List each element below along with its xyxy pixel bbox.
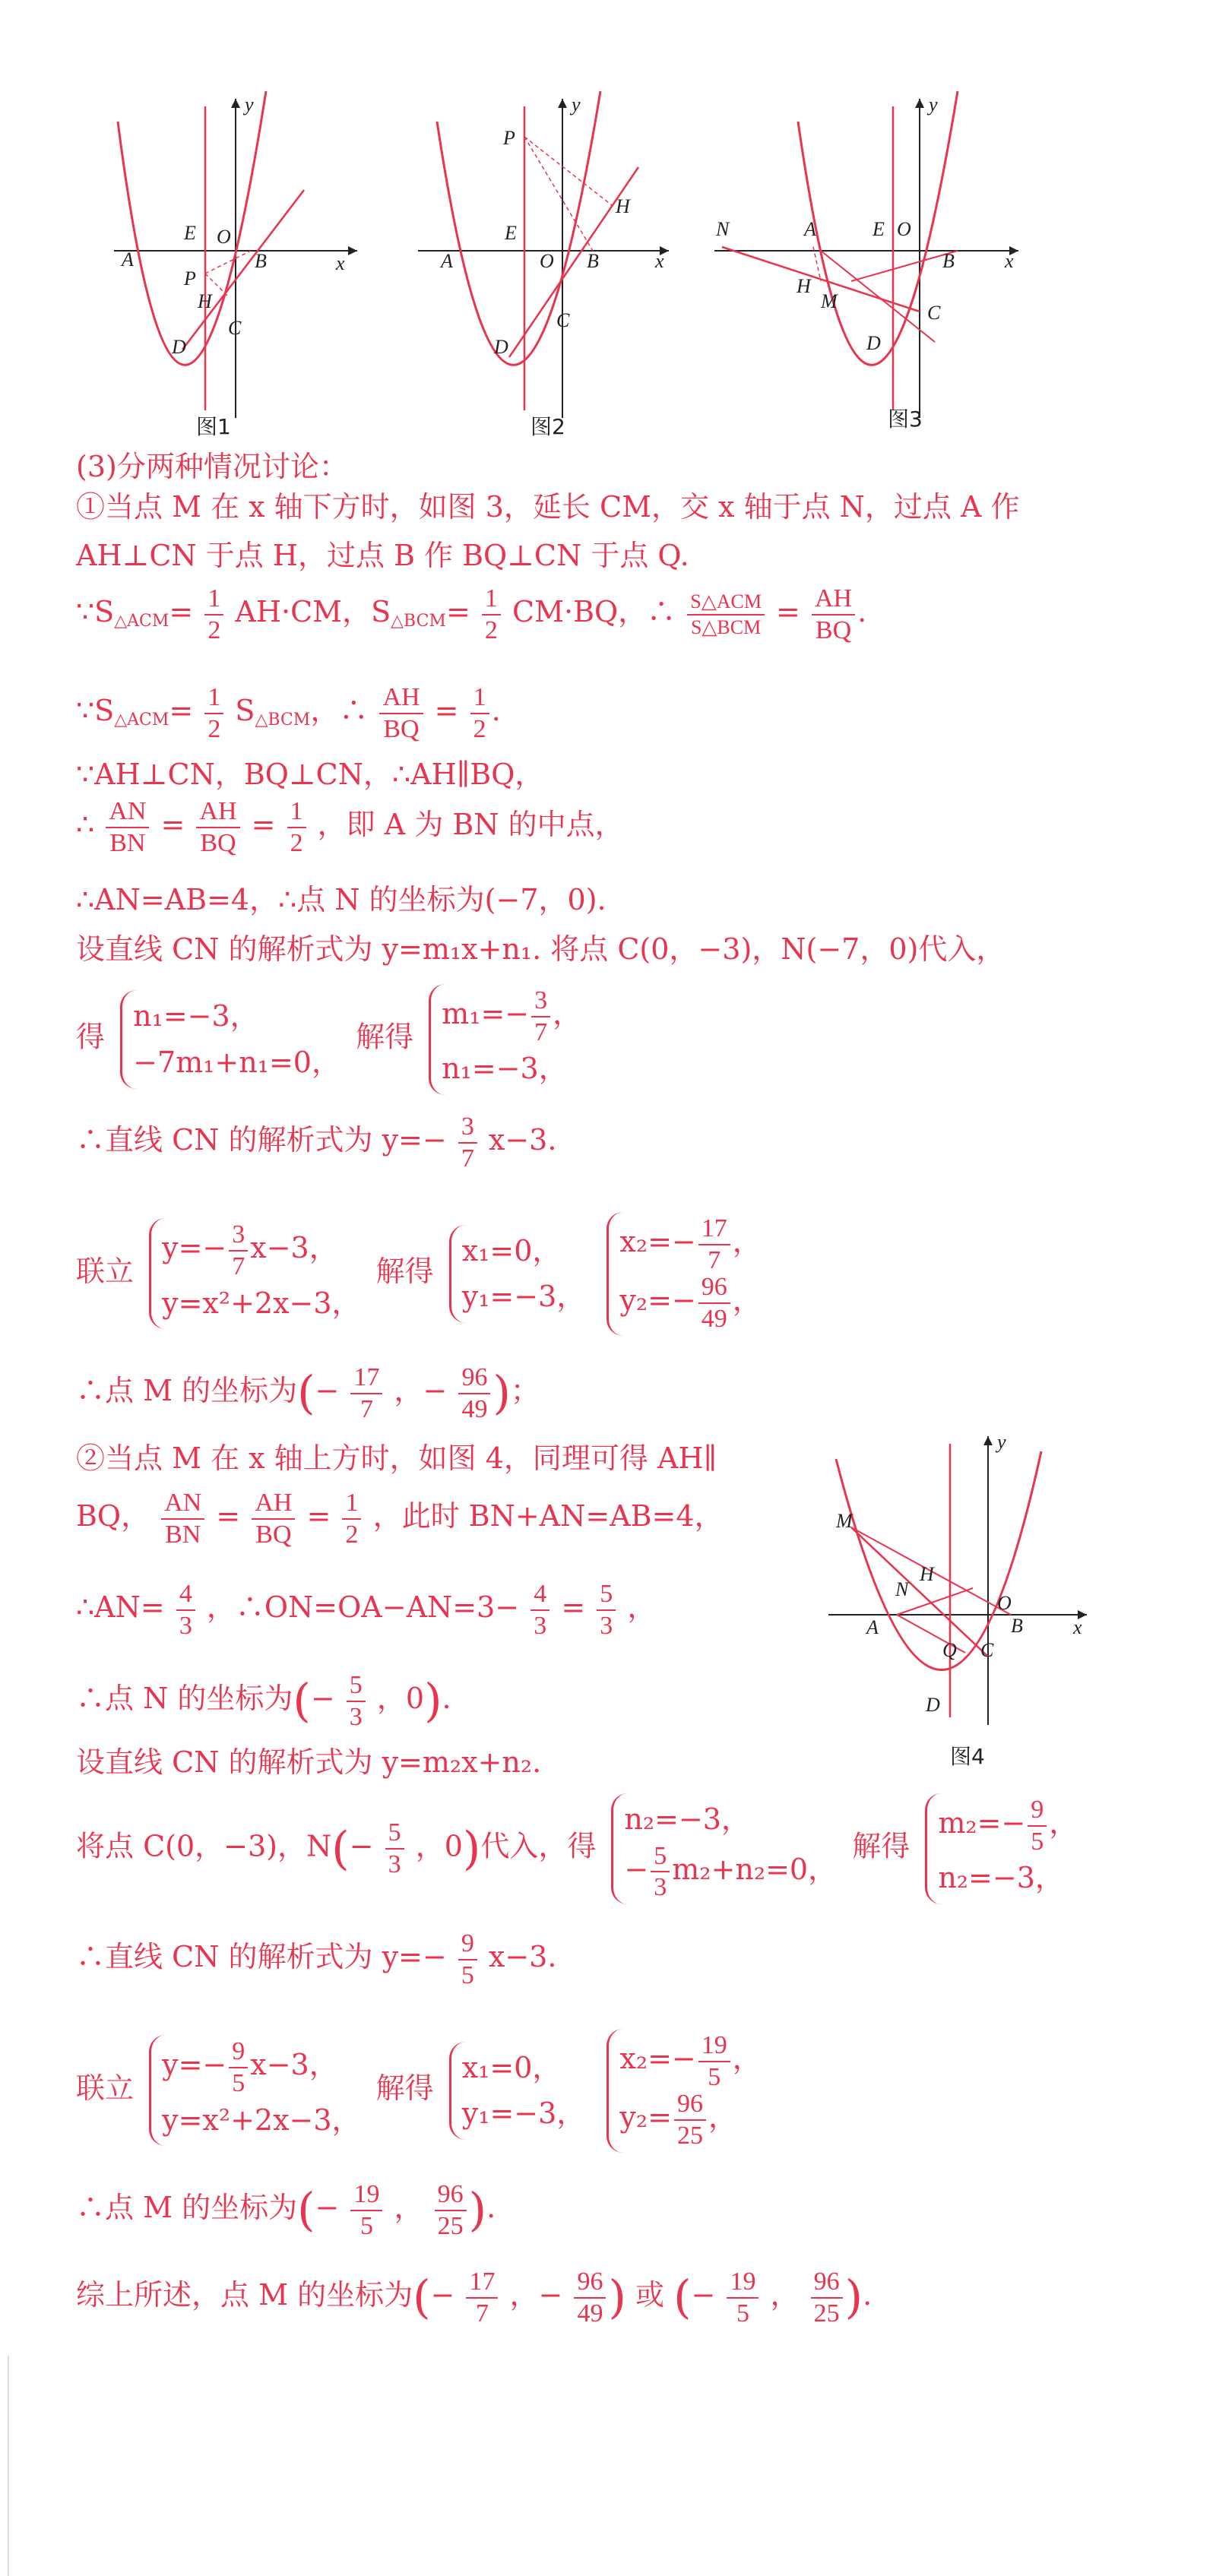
fraction-area-ratio: $\frac{\text{S△ACM}}{\text{S△BCM}}$ bbox=[687, 591, 765, 638]
point-n-line: ∴AN=AB=4，∴点 N 的坐标为(−7，0). bbox=[76, 883, 606, 916]
page-edge-rule bbox=[8, 2356, 9, 2576]
svg-text:H: H bbox=[920, 1563, 934, 1585]
point-m-result-1: ∴点 M 的坐标为(− $\frac{17}{7}$ ，− $\frac{96}{49}$ )； bbox=[76, 1363, 540, 1423]
svg-text:D: D bbox=[866, 332, 881, 354]
svg-text:H: H bbox=[198, 290, 212, 312]
svg-text:H: H bbox=[797, 275, 811, 297]
figure-2-caption: 图2 bbox=[530, 414, 565, 439]
svg-text:E: E bbox=[873, 218, 885, 240]
svg-text:A: A bbox=[122, 248, 134, 271]
svg-text:O: O bbox=[897, 218, 911, 240]
case-1-line-2: AH⊥CN 于点 H，过点 B 作 BQ⊥CN 于点 Q. bbox=[76, 539, 689, 572]
svg-text:O: O bbox=[540, 250, 554, 272]
solution-part-3-heading: (3)分两种情况讨论： bbox=[76, 450, 348, 483]
svg-text:x: x bbox=[336, 252, 345, 274]
svg-text:B: B bbox=[255, 250, 267, 272]
case-2-line-1: ②当点 M 在 x 轴上方时，如图 4，同理可得 AH∥ bbox=[76, 1441, 717, 1475]
fraction-ah-bq: $\frac{AH}{BQ}$ bbox=[379, 684, 423, 742]
svg-text:M: M bbox=[836, 1510, 853, 1532]
svg-text:O: O bbox=[217, 226, 231, 248]
system-3-line: 将点 C(0，−3)，N(− $\frac{5}{3}$ ，0)代入，得 n₂=−3， − $\frac{5}{3}$ m₂+n₂=0， 解得 m₂=− $\frac{9}{5}$ ， n₂=−3， bbox=[76, 1793, 1084, 1904]
svg-text:D: D bbox=[926, 1694, 940, 1716]
figure-1-caption: 图1 bbox=[196, 414, 231, 439]
svg-text:D: D bbox=[172, 336, 186, 358]
svg-text:B: B bbox=[942, 250, 955, 272]
svg-text:C: C bbox=[556, 309, 570, 331]
svg-text:C: C bbox=[980, 1639, 994, 1661]
point-n-line-2: ∴点 N 的坐标为(− $\frac{5}{3}$ ，0). bbox=[76, 1671, 451, 1731]
svg-text:O: O bbox=[997, 1592, 1012, 1614]
fraction-one-half: $\frac{1}{2}$ bbox=[482, 585, 501, 644]
conclusion-line: 综上所述，点 M 的坐标为(− $\frac{17}{7}$ ，− $\frac{96}{49}$ ) 或 (− $\frac{19}{5}$ ， $\frac{96}{25}$ ). bbox=[76, 2267, 873, 2328]
system-1-line: 得 n₁=−3， −7m₁+n₁=0， 解得 m₁=− $\frac{3}{7}$ ， n₁=−3， bbox=[76, 984, 587, 1095]
fraction-one-half: $\frac{1}{2}$ bbox=[470, 684, 489, 742]
line-cn-result-1: ∴直线 CN 的解析式为 y=− $\frac{3}{7}$ x−3. bbox=[76, 1112, 557, 1172]
svg-text:E: E bbox=[505, 222, 517, 244]
svg-text:N: N bbox=[716, 218, 730, 240]
svg-text:x: x bbox=[1073, 1616, 1082, 1638]
svg-text:C: C bbox=[927, 302, 941, 324]
figure-2 bbox=[410, 91, 684, 426]
an-value-line: ∴AN= $\frac{4}{3}$ ，∴ON=OA−AN=3− $\frac{4}{3}$ = $\frac{5}{3}$ ， bbox=[76, 1580, 657, 1640]
svg-text:C: C bbox=[228, 317, 242, 339]
case-1-line-1: ①当点 M 在 x 轴下方时，如图 3，延长 CM，交 x 轴于点 N，过点 A 作 bbox=[76, 490, 1020, 524]
svg-text:y: y bbox=[997, 1431, 1006, 1453]
point-m-result-2: ∴点 M 的坐标为(− $\frac{19}{5}$ ， $\frac{96}{25}$ ). bbox=[76, 2180, 496, 2240]
area-ratio-line: $\because S_{\triangle ACM}=$ $\frac{1}{2}$ AH·CM，$S_{\triangle BCM}=$ $\frac{1}{2}$ CM·BQ，∴ $\frac{\text{S△ACM}}{\text{S△BCM}}$ = $\frac{AH}{BQ}$ . bbox=[76, 584, 867, 644]
svg-text:A: A bbox=[441, 250, 453, 272]
fraction-one-half: $\frac{1}{2}$ bbox=[204, 585, 223, 644]
figure-4-caption: 图4 bbox=[950, 1744, 985, 1769]
figure-3-caption: 图3 bbox=[888, 407, 923, 432]
svg-text:D: D bbox=[494, 336, 508, 358]
svg-text:B: B bbox=[1011, 1615, 1023, 1637]
fraction-ah-bq: $\frac{AH}{BQ}$ bbox=[812, 585, 855, 644]
svg-text:E: E bbox=[184, 222, 196, 244]
svg-text:H: H bbox=[616, 195, 630, 217]
svg-text:y: y bbox=[929, 93, 938, 116]
figure-3 bbox=[707, 91, 1026, 426]
line-cn-setup: 设直线 CN 的解析式为 y=m₁x+n₁. 将点 C(0，−3)，N(−7，0)代入， bbox=[76, 932, 1006, 966]
fraction-one-half: $\frac{1}{2}$ bbox=[204, 684, 223, 742]
line-cn-result-2: ∴直线 CN 的解析式为 y=− $\frac{9}{5}$ x−3. bbox=[76, 1929, 557, 1989]
svg-text:P: P bbox=[184, 267, 196, 290]
svg-text:Q: Q bbox=[942, 1639, 957, 1661]
svg-text:y: y bbox=[572, 93, 581, 116]
svg-text:A: A bbox=[866, 1616, 879, 1638]
case-2-line-2: BQ， $\frac{AN}{BN}$ = $\frac{AH}{BQ}$ = $\frac{1}{2}$ ，此时 BN+AN=AB=4， bbox=[76, 1489, 724, 1549]
line-cn-setup-2: 设直线 CN 的解析式为 y=m₂x+n₂. bbox=[76, 1745, 542, 1779]
svg-text:A: A bbox=[804, 218, 816, 240]
system-4-line: 联立 y=− $\frac{9}{5}$ x−3， y=x²+2x−3， 解得 x₁=0， y₁=−3， x₂=− $\frac{19}{5}$ ， y₂= $\frac{96}{25}$ ， bbox=[76, 2029, 768, 2153]
figure-4 bbox=[821, 1429, 1094, 1733]
figure-1 bbox=[99, 91, 372, 426]
area-given-line: $\because S_{\triangle ACM}=$ $\frac{1}{2}$ $S_{\triangle BCM}$，∴ $\frac{AH}{BQ}$ = $\frac{1}{2}$ . bbox=[76, 683, 501, 743]
svg-text:N: N bbox=[895, 1578, 909, 1600]
svg-text:x: x bbox=[1005, 250, 1014, 272]
svg-text:y: y bbox=[245, 93, 254, 116]
system-2-line: 联立 y=− $\frac{3}{7}$ x−3， y=x²+2x−3， 解得 x₁=0， y₁=−3， x₂=− $\frac{17}{7}$ ， y₂=− $\frac{96}{49}$ ， bbox=[76, 1212, 768, 1336]
midpoint-line: ∴ $\frac{AN}{BN}$ = $\frac{AH}{BQ}$ = $\frac{1}{2}$ ，即 A 为 BN 的中点， bbox=[76, 797, 624, 857]
svg-text:P: P bbox=[503, 127, 515, 149]
svg-text:M: M bbox=[821, 290, 838, 312]
svg-text:B: B bbox=[587, 250, 599, 272]
parallel-line: ∵AH⊥CN，BQ⊥CN，∴AH∥BQ， bbox=[76, 758, 544, 791]
svg-text:x: x bbox=[655, 250, 664, 272]
